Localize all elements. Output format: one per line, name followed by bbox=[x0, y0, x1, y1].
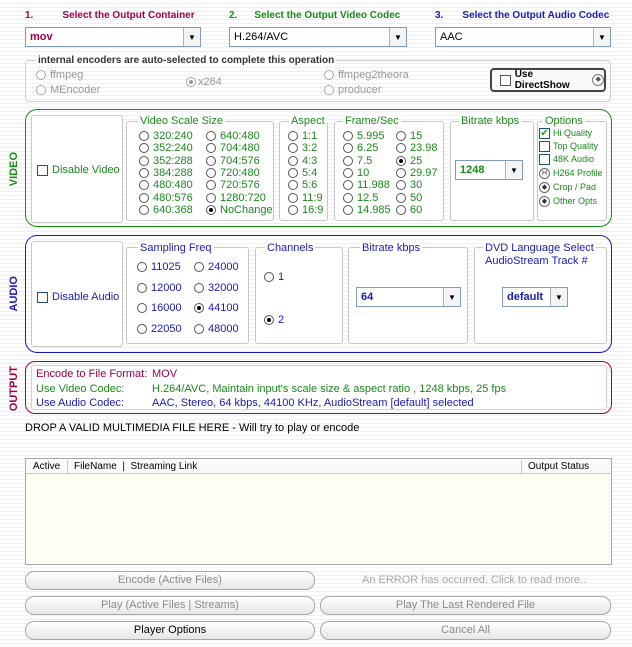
audio-bitrate-value: 64 bbox=[361, 291, 374, 303]
encoder-ffmpeg2theora[interactable]: ffmpeg2theora bbox=[324, 69, 409, 81]
radio-icon[interactable] bbox=[139, 193, 149, 203]
radio-icon[interactable] bbox=[343, 168, 353, 178]
fps-option[interactable]: 10 bbox=[343, 167, 369, 179]
output-format-label: Encode to File Format: bbox=[36, 368, 148, 380]
top-quality-checkbox[interactable]: Top Quality bbox=[539, 141, 598, 152]
options-icon: ◆ bbox=[539, 196, 550, 207]
fps-option[interactable]: 15 bbox=[396, 130, 422, 142]
radio-icon[interactable] bbox=[139, 180, 149, 190]
file-table[interactable] bbox=[25, 458, 612, 565]
step3-title: Select the Output Audio Codec bbox=[462, 10, 610, 21]
radio-icon[interactable] bbox=[396, 205, 406, 215]
dvd-track-value: default bbox=[507, 291, 544, 303]
radio-icon[interactable] bbox=[264, 272, 274, 282]
radio-icon[interactable] bbox=[288, 168, 298, 178]
aspect-option[interactable]: 4:3 bbox=[288, 155, 317, 167]
video-options-title: Options bbox=[545, 115, 583, 127]
dvd-track-select[interactable] bbox=[502, 287, 568, 307]
radio-icon[interactable] bbox=[288, 205, 298, 215]
encoder-producer[interactable]: producer bbox=[324, 84, 381, 96]
chevron-down-icon[interactable]: ▼ bbox=[389, 28, 406, 46]
radio-icon[interactable] bbox=[324, 70, 334, 80]
crop-icon: ◆ bbox=[539, 182, 550, 193]
play-last-button[interactable]: Play The Last Rendered File bbox=[320, 596, 611, 615]
radio-icon[interactable] bbox=[137, 262, 147, 272]
channels-title: Channels bbox=[267, 242, 314, 254]
radio-icon[interactable] bbox=[137, 283, 147, 293]
step1-title: Select the Output Container bbox=[62, 10, 195, 21]
aspect-option[interactable]: 1:1 bbox=[288, 130, 317, 142]
radio-icon[interactable] bbox=[343, 180, 353, 190]
radio-icon[interactable] bbox=[206, 131, 216, 141]
encoder-ffmpeg[interactable]: ffmpeg bbox=[36, 69, 83, 81]
radio-icon[interactable] bbox=[343, 193, 353, 203]
fps-option[interactable]: 14.985 bbox=[343, 204, 391, 216]
encoders-title: internal encoders are auto-selected to complete this operation bbox=[38, 55, 335, 66]
radio-icon[interactable] bbox=[139, 143, 149, 153]
radio-icon[interactable] bbox=[206, 143, 216, 153]
directshow-icon: ◆ bbox=[592, 74, 604, 86]
video-codec-select[interactable] bbox=[229, 27, 407, 47]
step3-num: 3. bbox=[435, 10, 444, 21]
fps-option[interactable]: 60 bbox=[396, 204, 422, 216]
radio-icon[interactable] bbox=[324, 85, 334, 95]
aspect-option[interactable]: 16:9 bbox=[288, 204, 323, 216]
radio-icon[interactable] bbox=[396, 143, 406, 153]
cancel-all-button[interactable]: Cancel All bbox=[320, 621, 611, 640]
radio-icon[interactable] bbox=[137, 324, 147, 334]
video-scale-option[interactable]: 1280:720 bbox=[206, 192, 266, 204]
profile-icon: H bbox=[539, 168, 550, 179]
audio-codec-select[interactable] bbox=[435, 27, 611, 47]
fps-option[interactable]: 25 bbox=[396, 155, 422, 167]
step1-header bbox=[25, 9, 195, 21]
sampling-option[interactable]: 32000 bbox=[194, 282, 239, 294]
fps-option[interactable]: 50 bbox=[396, 192, 422, 204]
audio-codec-select-value: AAC bbox=[440, 31, 463, 43]
channels-group bbox=[255, 247, 343, 344]
video-bitrate-value: 1248 bbox=[460, 164, 485, 176]
other-opts-button[interactable]: ◆ Other Opts bbox=[539, 196, 597, 207]
video-scale-option[interactable]: NoChange bbox=[206, 204, 273, 216]
video-scale-option[interactable]: 320:240 bbox=[139, 130, 193, 142]
radio-icon[interactable] bbox=[137, 303, 147, 313]
radio-icon[interactable] bbox=[396, 156, 406, 166]
chevron-down-icon[interactable]: ▼ bbox=[443, 288, 460, 306]
fps-option[interactable]: 23.98 bbox=[396, 142, 438, 154]
fps-option[interactable]: 6.25 bbox=[343, 142, 378, 154]
radio-icon[interactable] bbox=[206, 180, 216, 190]
radio-icon[interactable] bbox=[139, 156, 149, 166]
step2-title: Select the Output Video Codec bbox=[254, 10, 401, 21]
48k-audio-checkbox[interactable]: 48K Audio bbox=[539, 154, 594, 165]
fps-option[interactable]: 29.97 bbox=[396, 167, 438, 179]
radio-icon[interactable] bbox=[194, 324, 204, 334]
aspect-option[interactable]: 5:6 bbox=[288, 179, 317, 191]
error-link[interactable]: An ERROR has occurred. Click to read more.. bbox=[362, 574, 587, 586]
step3-header bbox=[435, 9, 609, 21]
h264-profile-button[interactable]: H H264 Profile bbox=[539, 168, 603, 179]
crop-pad-button[interactable]: ◆ Crop / Pad bbox=[539, 182, 596, 193]
video-scale-option[interactable]: 720:576 bbox=[206, 179, 260, 191]
fps-option[interactable]: 12.5 bbox=[343, 192, 378, 204]
dvd-title-1: DVD Language Select bbox=[485, 242, 594, 254]
video-scale-option[interactable]: 720:480 bbox=[206, 167, 260, 179]
radio-icon[interactable] bbox=[186, 77, 196, 87]
use-directshow-button[interactable] bbox=[490, 68, 606, 92]
output-format-value: MOV bbox=[152, 368, 178, 380]
radio-icon[interactable] bbox=[264, 315, 274, 325]
sampling-title: Sampling Freq bbox=[140, 242, 212, 254]
drop-hint: DROP A VALID MULTIMEDIA FILE HERE - Will try to play or encode bbox=[25, 422, 360, 434]
fps-option[interactable]: 5.995 bbox=[343, 130, 385, 142]
sampling-option[interactable]: 11025 bbox=[137, 261, 181, 273]
output-section-label: OUTPUT bbox=[8, 366, 20, 412]
radio-icon[interactable] bbox=[288, 180, 298, 190]
radio-icon[interactable] bbox=[139, 205, 149, 215]
fps-option[interactable]: 11.988 bbox=[343, 179, 390, 191]
play-button[interactable]: Play (Active Files | Streams) bbox=[25, 596, 315, 615]
radio-icon[interactable] bbox=[206, 168, 216, 178]
radio-icon[interactable] bbox=[396, 131, 406, 141]
aspect-option[interactable]: 11:9 bbox=[288, 192, 323, 204]
step2-header bbox=[229, 9, 400, 21]
radio-icon[interactable] bbox=[206, 156, 216, 166]
audio-section-label: AUDIO bbox=[8, 276, 20, 312]
checkbox-icon[interactable] bbox=[37, 165, 48, 176]
encode-button[interactable]: Encode (Active Files) bbox=[25, 571, 315, 590]
video-scale-option[interactable]: 352:288 bbox=[139, 155, 193, 167]
chevron-down-icon[interactable]: ▼ bbox=[505, 161, 522, 179]
video-section-label: VIDEO bbox=[8, 152, 20, 187]
checkbox-icon[interactable] bbox=[539, 154, 550, 165]
radio-icon[interactable] bbox=[288, 131, 298, 141]
video-scale-option[interactable]: 640:480 bbox=[206, 130, 260, 142]
chevron-down-icon[interactable]: ▼ bbox=[550, 288, 567, 306]
dvd-title-2: AudioStream Track # bbox=[485, 255, 588, 267]
radio-icon[interactable] bbox=[343, 156, 353, 166]
radio-icon[interactable] bbox=[194, 303, 204, 313]
radio-icon[interactable] bbox=[343, 205, 353, 215]
radio-icon[interactable] bbox=[343, 131, 353, 141]
fps-title: Frame/Sec bbox=[345, 115, 399, 127]
output-audio-value: AAC, Stereo, 64 kbps, 44100 KHz, AudioStream [default] selected bbox=[152, 397, 474, 409]
radio-icon[interactable] bbox=[139, 131, 149, 141]
step1-num: 1. bbox=[25, 10, 34, 21]
disable-audio-checkbox[interactable]: Disable Audio bbox=[37, 291, 119, 303]
chevron-down-icon[interactable]: ▼ bbox=[593, 28, 610, 46]
radio-icon[interactable] bbox=[36, 70, 46, 80]
container-select[interactable] bbox=[25, 27, 201, 47]
video-bitrate-select[interactable] bbox=[455, 160, 523, 180]
sampling-option[interactable]: 44100 bbox=[194, 302, 239, 314]
radio-icon[interactable] bbox=[343, 143, 353, 153]
video-scale-option[interactable]: 480:576 bbox=[139, 192, 193, 204]
radio-icon[interactable] bbox=[396, 193, 406, 203]
header-divider bbox=[521, 460, 522, 473]
radio-icon[interactable] bbox=[396, 180, 406, 190]
radio-icon[interactable] bbox=[194, 262, 204, 272]
aspect-title: Aspect bbox=[291, 115, 325, 127]
output-video-value: H.264/AVC, Maintain input's scale size & aspect ratio , 1248 kbps, 25 fps bbox=[152, 383, 507, 395]
directshow-checkbox[interactable] bbox=[500, 75, 511, 86]
channel-1-radio[interactable]: 1 bbox=[264, 271, 284, 283]
hi-quality-checkbox[interactable]: ✔ Hi Quality bbox=[540, 128, 593, 140]
sampling-option[interactable]: 48000 bbox=[194, 323, 239, 335]
video-scale-option[interactable]: 640:368 bbox=[139, 204, 193, 216]
encoder-mencoder[interactable]: MEncoder bbox=[36, 84, 100, 96]
sampling-option[interactable]: 24000 bbox=[194, 261, 239, 273]
video-bitrate-title: Bitrate kbps bbox=[461, 115, 520, 127]
radio-icon[interactable] bbox=[206, 205, 216, 215]
container-select-value: mov bbox=[30, 31, 53, 43]
header-divider bbox=[67, 460, 68, 473]
fps-option[interactable]: 30 bbox=[396, 179, 422, 191]
channel-2-radio[interactable]: 2 bbox=[264, 314, 284, 326]
video-scale-option[interactable]: 352:240 bbox=[139, 142, 193, 154]
audio-bitrate-select[interactable] bbox=[356, 287, 461, 307]
video-scale-title: Video Scale Size bbox=[140, 115, 223, 127]
aspect-option[interactable]: 3:2 bbox=[288, 142, 317, 154]
radio-icon[interactable] bbox=[206, 193, 216, 203]
radio-icon[interactable] bbox=[288, 143, 298, 153]
disable-video-checkbox[interactable]: Disable Video bbox=[37, 164, 120, 176]
radio-icon[interactable] bbox=[288, 156, 298, 166]
aspect-option[interactable]: 5:4 bbox=[288, 167, 317, 179]
video-scale-option[interactable]: 704:576 bbox=[206, 155, 260, 167]
radio-icon[interactable] bbox=[139, 168, 149, 178]
sampling-option[interactable]: 12000 bbox=[137, 282, 182, 294]
step2-num: 2. bbox=[229, 10, 238, 21]
video-scale-option[interactable]: 384:288 bbox=[139, 167, 193, 179]
header-active[interactable]: Active bbox=[33, 461, 61, 472]
player-options-button[interactable]: Player Options bbox=[25, 621, 315, 640]
checkbox-icon[interactable] bbox=[37, 292, 48, 303]
video-scale-option[interactable]: 480:480 bbox=[139, 179, 193, 191]
audio-bitrate-title: Bitrate kbps bbox=[362, 242, 421, 254]
encoder-x264[interactable]: x264 bbox=[186, 76, 222, 88]
checkbox-checked-icon[interactable]: ✔ bbox=[540, 128, 549, 140]
directshow-label: Use DirectShow bbox=[514, 69, 570, 91]
header-output-status[interactable]: Output Status bbox=[528, 461, 590, 472]
checkbox-icon[interactable] bbox=[539, 141, 550, 152]
header-filename[interactable]: FileName | Streaming Link bbox=[74, 461, 198, 472]
fps-option[interactable]: 7.5 bbox=[343, 155, 372, 167]
radio-icon[interactable] bbox=[396, 168, 406, 178]
chevron-down-icon[interactable]: ▼ bbox=[183, 28, 200, 46]
sampling-option[interactable]: 22050 bbox=[137, 323, 182, 335]
sampling-option[interactable]: 16000 bbox=[137, 302, 182, 314]
video-scale-option[interactable]: 704:480 bbox=[206, 142, 260, 154]
output-video-label: Use Video Codec: bbox=[36, 383, 125, 395]
radio-icon[interactable] bbox=[36, 85, 46, 95]
radio-icon[interactable] bbox=[194, 283, 204, 293]
radio-icon[interactable] bbox=[288, 193, 298, 203]
video-codec-select-value: H.264/AVC bbox=[234, 31, 289, 43]
output-audio-label: Use Audio Codec: bbox=[36, 397, 125, 409]
